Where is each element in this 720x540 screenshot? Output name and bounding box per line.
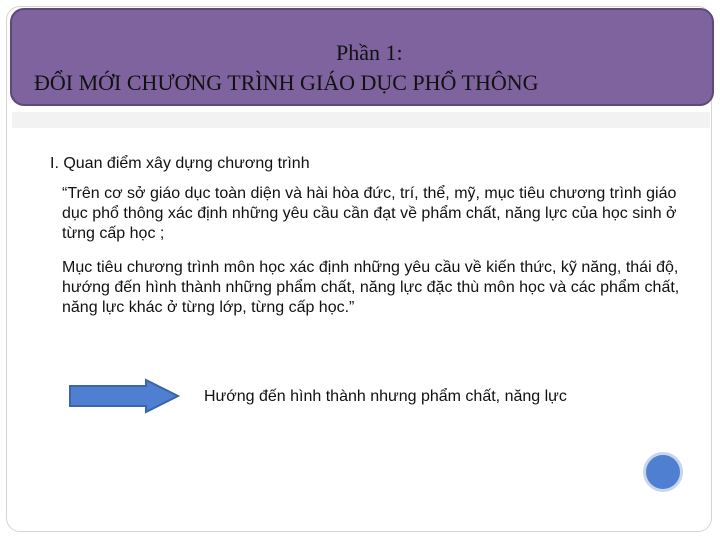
divider-strip: [12, 112, 710, 128]
title-banner: [10, 8, 714, 106]
paragraph-2: Mục tiêu chương trình môn học xác định những yêu cầu về kiến thức, kỹ năng, thái độ, hướng đến hình thành những phẩm chất, năng lực đặc thù môn học và các phẩm chất, năng lực khác ở từng lớp, từng cấp học.”: [62, 259, 680, 316]
paragraph-1: “Trên cơ sở giáo dục toàn diện và hài hòa đức, trí, thể, mỹ, mục tiêu chương trình giáo dục phổ thông xác định những yêu cầu cần đạt về phẩm chất, năng lực của học sinh ở từng cấp học ;: [62, 185, 677, 242]
arrow-caption: Hướng đến hình thành nhưng phẩm chất, năng lực: [204, 388, 567, 405]
right-arrow-icon: [68, 378, 180, 414]
section-heading: I. Quan điểm xây dựng chương trình: [50, 155, 310, 172]
circle-icon: [643, 452, 683, 492]
title-main: ĐỔI MỚI CHƯƠNG TRÌNH GIÁO DỤC PHỔ THÔNG: [34, 70, 539, 95]
title-part-label: Phần 1:: [336, 40, 403, 65]
